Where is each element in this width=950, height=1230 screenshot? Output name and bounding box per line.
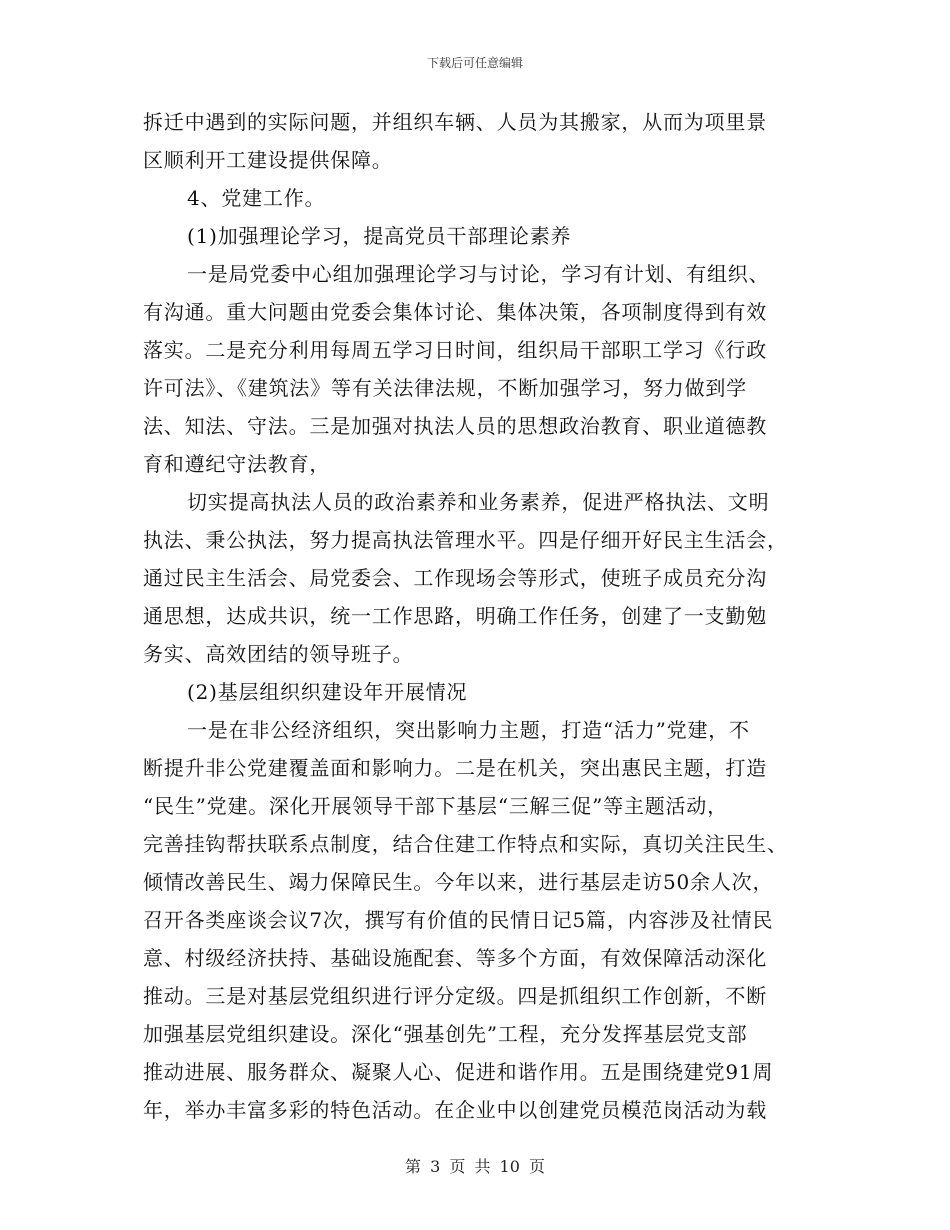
text-line: (1)加强理论学习，提高党员干部理论素养 xyxy=(187,224,572,248)
text-line: 意、村级经济扶持、基础设施配套、等多个方面，有效保障活动深化 xyxy=(143,946,767,970)
text-line: 务实、高效团结的领导班子。 xyxy=(143,642,414,666)
text-line: 召开各类座谈会议7次，撰写有价值的民情日记5篇，内容涉及社情民 xyxy=(143,908,774,932)
text-line: 通过民主生活会、局党委会、工作现场会等形式，使班子成员充分沟 xyxy=(143,566,767,590)
document-body xyxy=(143,103,815,1129)
text-line: 有沟通。重大问题由党委会集体讨论、集体决策，各项制度得到有效 xyxy=(143,300,767,324)
text-line: 切实提高执法人员的政治素养和业务素养，促进严格执法、文明 xyxy=(187,490,770,514)
text-line: 一是在非公经济组织，突出影响力主题，打造“活力”党建，不 xyxy=(187,718,750,742)
text-line: 一是局党委中心组加强理论学习与讨论，学习有计划、有组织、 xyxy=(187,262,770,286)
text-line: 4、党建工作。 xyxy=(187,186,326,210)
text-line: 育和遵纪守法教育， xyxy=(143,452,331,476)
text-line: (2)基层组织织建设年开展情况 xyxy=(187,680,468,704)
text-line: 落实。二是充分利用每周五学习日时间，组织局干部职工学习《行政 xyxy=(143,338,767,362)
text-line: 通思想，达成共识，统一工作思路，明确工作任务，创建了一支勤勉 xyxy=(143,604,767,628)
text-line: 断提升非公党建覆盖面和影响力。二是在机关，突出惠民主题，打造 xyxy=(143,756,767,780)
text-line: 完善挂钩帮扶联系点制度，结合住建工作特点和实际，真切关注民生、 xyxy=(143,832,788,856)
text-line: “民生”党建。深化开展领导干部下基层“三解三促”等主题活动， xyxy=(143,794,728,818)
page-header: 下载后可任意编辑 xyxy=(426,56,523,70)
text-line: 区顺利开工建设提供保障。 xyxy=(143,148,393,172)
text-line: 许可法》、《建筑法》等有关法律法规，不断加强学习，努力做到学 xyxy=(143,376,747,400)
text-line: 倾情改善民生、竭力保障民生。今年以来，进行基层走访50余人次， xyxy=(143,870,774,894)
text-line: 推动进展、服务群众、凝聚人心、促进和谐作用。五是围绕建党91周 xyxy=(143,1060,774,1084)
page-footer: 第 3 页 共 10 页 xyxy=(405,1157,545,1176)
text-line: 加强基层党组织建设。深化“强基创先”工程，充分发挥基层党支部 xyxy=(143,1022,748,1046)
text-line: 法、知法、守法。三是加强对执法人员的思想政治教育、职业道德教 xyxy=(143,414,767,438)
text-line: 推动。三是对基层党组织进行评分定级。四是抓组织工作创新，不断 xyxy=(143,984,767,1008)
text-line: 拆迁中遇到的实际问题，并组织车辆、人员为其搬家，从而为项里景 xyxy=(143,110,767,134)
text-line: 执法、秉公执法，努力提高执法管理水平。四是仔细开好民主生活会， xyxy=(143,528,788,552)
text-line: 年，举办丰富多彩的特色活动。在企业中以创建党员模范岗活动为载 xyxy=(143,1098,767,1122)
